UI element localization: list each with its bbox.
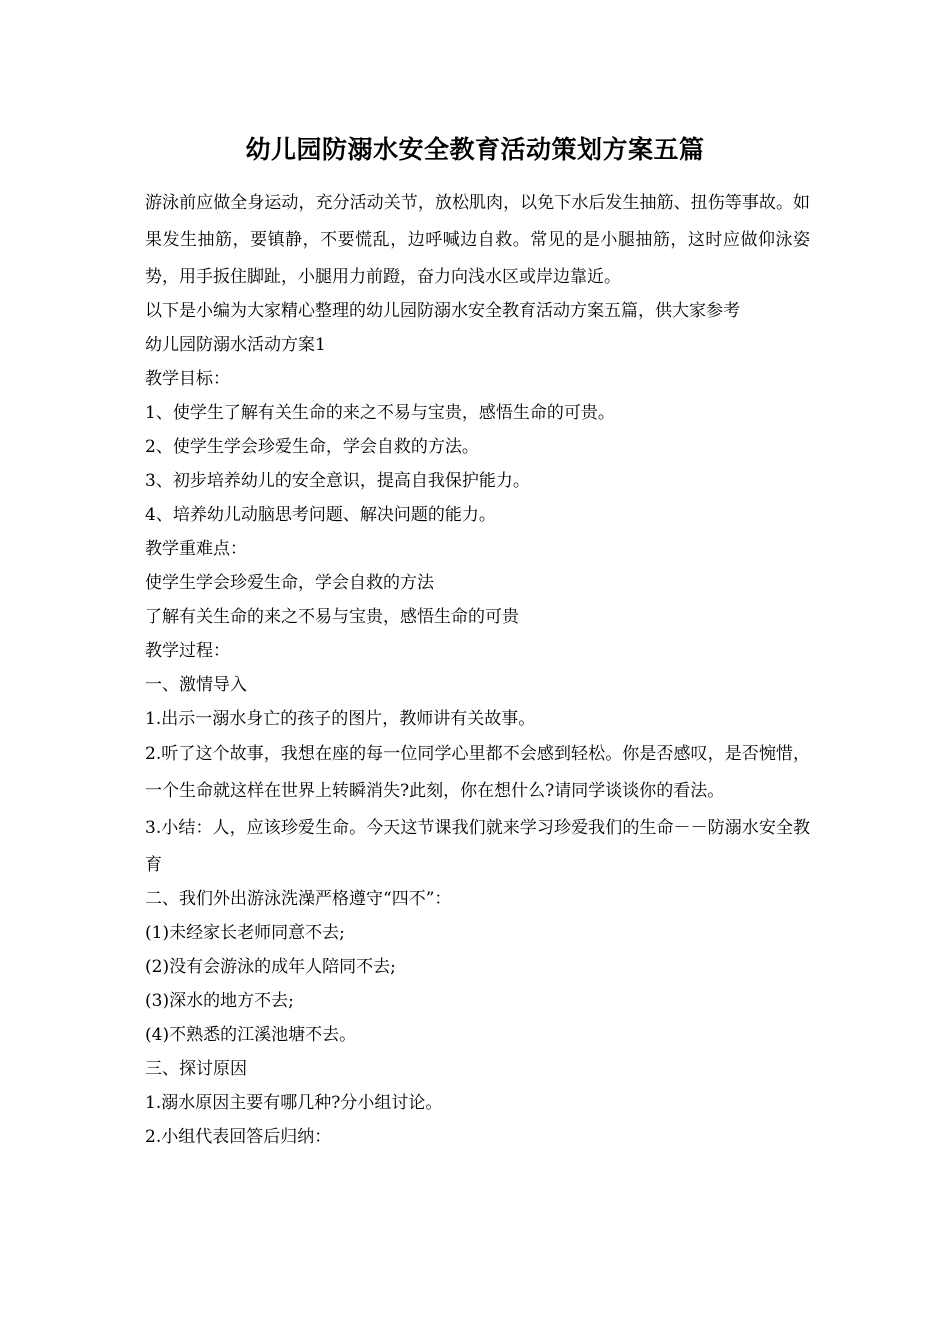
goal-item-1: 1、使学生了解有关生命的来之不易与宝贵，感悟生命的可贵。 <box>145 403 615 423</box>
process-step-3-item-1: 1.溺水原因主要有哪几种?分小组讨论。 <box>145 1093 443 1113</box>
process-step-1-heading: 一、激情导入 <box>145 675 247 695</box>
difficulty-item-1: 使学生学会珍爱生命，学会自救的方法 <box>145 573 434 593</box>
rule-item-4: (4)不熟悉的江溪池塘不去。 <box>145 1025 357 1045</box>
process-step-3-heading: 三、探讨原因 <box>145 1059 247 1079</box>
rule-item-3: (3)深水的地方不去; <box>145 991 294 1011</box>
goal-item-3: 3、初步培养幼儿的安全意识，提高自我保护能力。 <box>145 471 530 491</box>
document-body <box>145 185 810 1154</box>
document-title: 幼儿园防溺水安全教育活动策划方案五篇 <box>245 135 705 164</box>
process-step-1-item-1: 1.出示一溺水身亡的孩子的图片，教师讲有关故事。 <box>145 709 536 729</box>
text-line-intro-note: 以下是小编为大家精心整理的幼儿园防溺水安全教育活动方案五篇，供大家参考 <box>145 301 740 321</box>
goal-item-2: 2、使学生学会珍爱生命，学会自救的方法。 <box>145 437 479 457</box>
heading-key-difficulties: 教学重难点： <box>145 539 247 559</box>
goal-item-4: 4、培养幼儿动脑思考问题、解决问题的能力。 <box>145 505 496 525</box>
process-step-1-item-3: 3.小结：人，应该珍爱生命。今天这节课我们就来学习珍爱我们的生命－－防溺水安全教育 <box>145 818 810 875</box>
heading-teaching-goals: 教学目标： <box>145 369 230 389</box>
difficulty-item-2: 了解有关生命的来之不易与宝贵，感悟生命的可贵 <box>145 607 519 627</box>
rule-item-2: (2)没有会游泳的成年人陪同不去; <box>145 957 396 977</box>
process-step-1-item-2: 2.听了这个故事，我想在座的每一位同学心里都不会感到轻松。你是否感叹，是否惋惜，一个生命就这样在世界上转瞬消失?此刻，你在想什么?请同学谈谈你的看法。 <box>145 744 810 801</box>
process-step-2-heading: 二、我们外出游泳洗澡严格遵守“四不”： <box>145 889 452 909</box>
rule-item-1: (1)未经家长老师同意不去; <box>145 923 345 943</box>
intro-paragraph: 游泳前应做全身运动，充分活动关节，放松肌肉，以免下水后发生抽筋、扭伤等事故。如果发生抽筋，要镇静，不要慌乱，边呼喊边自救。常见的是小腿抽筋，这时应做仰泳姿势，用手扳住脚趾，小腿用力前蹬，奋力向浅水区或岸边靠近。 <box>145 193 810 287</box>
heading-teaching-process: 教学过程： <box>145 641 230 661</box>
section-heading-plan-1: 幼儿园防溺水活动方案1 <box>145 335 326 355</box>
process-step-3-item-2: 2.小组代表回答后归纳： <box>145 1127 332 1147</box>
